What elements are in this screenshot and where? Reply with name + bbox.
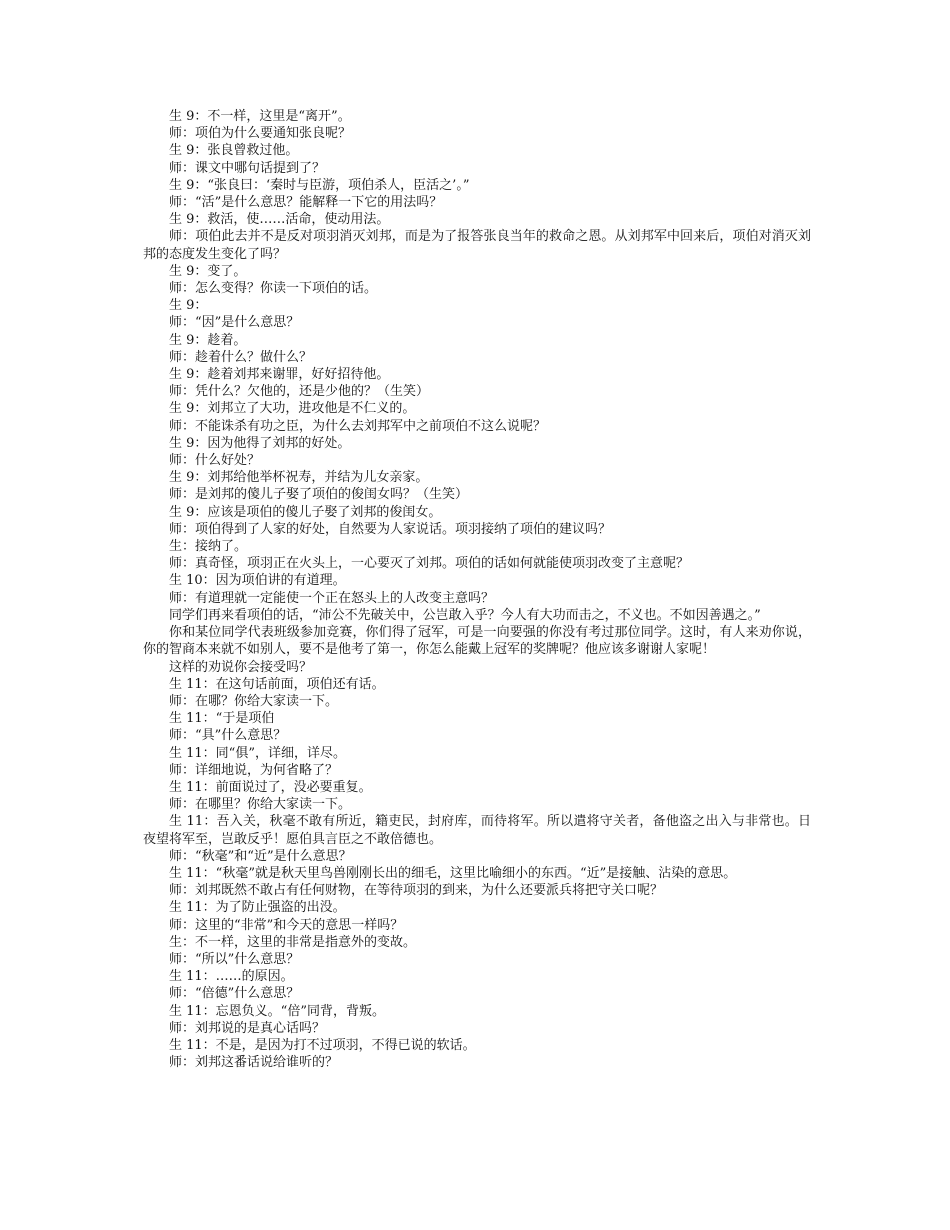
dialogue-line: 生 9：刘邦立了大功，进攻他是不仁义的。 xyxy=(169,401,416,417)
dialogue-line: 师：刘邦这番话说给谁听的？ xyxy=(169,1055,339,1071)
dialogue-line: 师：怎么变得？你读一下项伯的话。 xyxy=(169,281,378,297)
dialogue-line: 同学们再来看项伯的话，“沛公不先破关中，公岂敢入乎？今人有大功而击之，不义也。不如因善遇之。” xyxy=(169,607,761,623)
dialogue-line: 师：这里的“非常”和今天的意思一样吗？ xyxy=(169,917,404,933)
dialogue-line: 师：凭什么？欠他的，还是少他的？（生笑） xyxy=(169,384,430,400)
dialogue-line: 师：刘邦既然不敢占有任何财物，在等待项羽的到来，为什么还要派兵将把守关口呢？ xyxy=(169,883,664,899)
dialogue-line: 师：课文中哪句话提到了？ xyxy=(169,160,326,176)
dialogue-line: 师：什么好处？ xyxy=(169,453,261,469)
dialogue-line: 师：详细地说，为何省略了？ xyxy=(169,762,339,778)
dialogue-line: 师：项伯得到了人家的好处，自然要为人家说话。项羽接纳了项伯的建议吗？ xyxy=(169,521,612,537)
dialogue-line: 生 9：趁着。 xyxy=(169,332,247,348)
dialogue-line: 生 9：变了。 xyxy=(169,263,247,279)
dialogue-line: 师：是刘邦的傻儿子娶了项伯的俊闺女吗？（生笑） xyxy=(169,487,469,503)
dialogue-line: 生：接纳了。 xyxy=(169,539,248,555)
dialogue-line: 这样的劝说你会接受吗？ xyxy=(169,659,313,675)
dialogue-line: 生 9：不一样，这里是“离开”。 xyxy=(169,109,351,124)
dialogue-line: 师：“活”是什么意思？能解释一下它的用法吗？ xyxy=(169,195,443,211)
dialogue-line: 生 9：刘邦给他举杯祝寿，并结为儿女亲家。 xyxy=(169,470,429,486)
dialogue-line: 师：趁着什么？做什么？ xyxy=(169,349,313,365)
dialogue-line: 师：不能诛杀有功之臣，为什么去刘邦军中之前项伯不这么说呢？ xyxy=(169,418,547,434)
dialogue-line: 生 11：在这句话前面，项伯还有话。 xyxy=(169,676,385,692)
dialogue-line: 师：刘邦说的是真心话吗？ xyxy=(169,1020,326,1036)
dialogue-text xyxy=(143,108,811,1071)
dialogue-line: 生 11：……的原因。 xyxy=(169,969,294,985)
dialogue-line: 师：“倍德”什么意思？ xyxy=(169,986,300,1002)
dialogue-line: 生 9：因为他得了刘邦的好处。 xyxy=(169,435,351,451)
dialogue-line: 生 9： xyxy=(169,298,208,314)
dialogue-line: 师：项伯为什么要通知张良呢？ xyxy=(169,126,352,142)
dialogue-line: 师：有道理就一定能使一个正在怒头上的人改变主意吗？ xyxy=(169,590,495,606)
dialogue-line: 生 11：前面说过了，没必要重复。 xyxy=(169,779,372,795)
dialogue-line: 生 11：同“俱”，详细，详尽。 xyxy=(169,745,346,761)
dialogue-line: 生 9：趁着刘邦来谢罪，好好招待他。 xyxy=(169,367,390,383)
dialogue-line: 师：项伯此去并不是反对项羽消灭刘邦，而是为了报答张良当年的救命之恩。从刘邦军中回来后，项伯对消灭刘邦的态度发生变化了吗？ xyxy=(143,229,811,262)
dialogue-line: 生 9：救活，使……活命，使动用法。 xyxy=(169,212,390,228)
dialogue-line: 师：在哪？你给大家读一下。 xyxy=(169,693,339,709)
dialogue-line: 生 11：“秋毫”就是秋天里鸟兽刚刚长出的细毛，这里比喻细小的东西。“近”是接触、沾染的意思。 xyxy=(169,865,737,881)
dialogue-line: 生 11：吾入关，秋毫不敢有所近，籍吏民，封府库，而待将军。所以遣将守关者，备他盗之出入与非常也。日夜望将军至，岂敢反乎！愿伯具言臣之不敢倍德也。 xyxy=(143,814,811,847)
dialogue-line: 师：“秋毫”和“近”是什么意思？ xyxy=(169,848,352,864)
dialogue-line: 生 11：不是，是因为打不过项羽，不得已说的软话。 xyxy=(169,1037,476,1053)
dialogue-line: 师：“所以”什么意思？ xyxy=(169,951,300,967)
dialogue-line: 生 10：因为项伯讲的有道理。 xyxy=(169,573,346,589)
dialogue-line: 师：“因”是什么意思？ xyxy=(169,315,300,331)
dialogue-line: 师：“具”什么意思？ xyxy=(169,728,287,744)
dialogue-line: 生 9：“张良曰：‘秦时与臣游，项伯杀人，臣活之’。” xyxy=(169,177,470,193)
dialogue-line: 你和某位同学代表班级参加竞赛，你们得了冠军，可是一向要强的你没有考过那位同学。这时，有人来劝你说，你的智商本来就不如别人，要不是他考了第一，你怎么能戴上冠军的奖牌呢？他应该多谢谢人家呢！ xyxy=(143,625,811,658)
dialogue-line: 生 9：应该是项伯的傻儿子娶了刘邦的俊闺女。 xyxy=(169,504,442,520)
dialogue-line: 师：在哪里？你给大家读一下。 xyxy=(169,797,352,813)
dialogue-line: 师：真奇怪，项羽正在火头上，一心要灭了刘邦。项伯的话如何就能使项羽改变了主意呢？ xyxy=(169,556,690,572)
dialogue-line: 生 11：“于是项伯 xyxy=(169,711,275,727)
dialogue-line: 生 11：忘恩负义。“倍”同背，背叛。 xyxy=(169,1003,385,1019)
dialogue-line: 生：不一样，这里的非常是指意外的变故。 xyxy=(169,934,417,950)
dialogue-line: 生 11：为了防止强盗的出没。 xyxy=(169,900,346,916)
dialogue-line: 生 9：张良曾救过他。 xyxy=(169,143,299,159)
